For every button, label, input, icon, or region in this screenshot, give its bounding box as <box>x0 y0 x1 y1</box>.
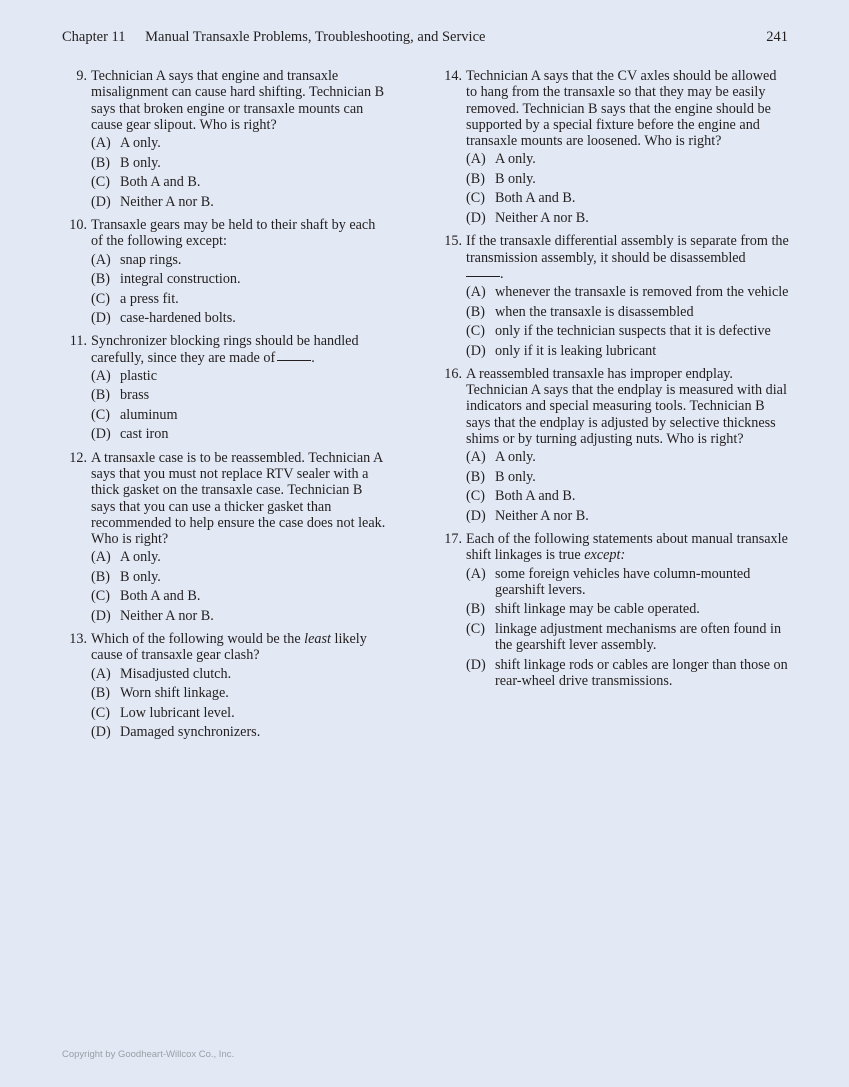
choice-b <box>466 171 789 187</box>
choice-c <box>466 190 789 206</box>
question-number: 9. <box>76 68 87 84</box>
question-14 <box>441 68 789 226</box>
choice-a <box>91 368 388 384</box>
choice-letter: (B) <box>466 601 485 618</box>
choice-letter: (D) <box>91 193 111 210</box>
answer-choices <box>466 151 789 226</box>
question-text-pre: Which of the following would be the <box>91 631 305 648</box>
question-16 <box>441 366 789 524</box>
choice-text: Neither A nor B. <box>120 193 214 210</box>
stem-suffix: . <box>500 265 504 282</box>
question-15 <box>441 233 789 359</box>
choice-text: Both A and B. <box>120 588 201 605</box>
choice-d <box>466 508 789 524</box>
choice-text: plastic <box>120 367 158 384</box>
choice-text: Both A and B. <box>495 190 576 207</box>
choice-b <box>91 155 388 171</box>
question-11 <box>66 333 388 442</box>
left-column <box>66 68 388 748</box>
fill-in-blank <box>466 275 500 277</box>
question-9 <box>66 68 388 210</box>
question-text: Technician A says that the CV axles should be allowed to hang from the transaxle so that they may be easily removed. Technician B says that the engine should be supported by a special fixture before the engine and transaxle mounts are loosened. Who is right? <box>466 68 777 150</box>
question-stem <box>441 233 789 282</box>
choice-text: cast iron <box>120 426 169 443</box>
question-stem <box>66 333 388 366</box>
choice-letter: (A) <box>91 135 111 152</box>
question-number: 16. <box>444 365 462 382</box>
choice-d <box>91 724 388 740</box>
choice-b <box>91 271 388 287</box>
choice-c <box>466 488 789 504</box>
choice-text: A only. <box>120 135 161 152</box>
choice-b <box>466 601 789 617</box>
choice-text: only if the technician suspects that it is defective <box>495 323 771 340</box>
choice-text: when the transaxle is disassembled <box>495 303 694 320</box>
question-text: Transaxle gears may be held to their shaft by each of the following except: <box>91 216 376 250</box>
question-text-emphasis: except: <box>584 547 626 564</box>
choice-b <box>91 685 388 701</box>
question-stem <box>66 217 388 250</box>
question-number: 15. <box>444 233 462 250</box>
question-text: Synchronizer blocking rings should be handled carefully, since they are made of <box>91 333 359 366</box>
fill-in-blank <box>277 359 311 361</box>
choice-d <box>91 310 388 326</box>
answer-choices <box>91 252 388 327</box>
chapter-label: Chapter 11 <box>62 29 126 45</box>
right-column <box>441 68 789 696</box>
copyright-footer: Copyright by Goodheart-Willcox Co., Inc. <box>62 1049 235 1060</box>
choice-text: Low lubricant level. <box>120 704 235 721</box>
choice-letter: (C) <box>91 704 110 721</box>
choice-letter: (B) <box>91 271 110 288</box>
question-stem <box>66 68 388 133</box>
choice-letter: (D) <box>466 507 486 524</box>
choice-d <box>466 657 789 690</box>
answer-choices <box>91 368 388 443</box>
choice-letter: (C) <box>91 406 110 423</box>
answer-choices <box>91 549 388 624</box>
question-text: Technician A says that engine and transaxle misalignment can cause hard shifting. Technician B says that broken engine or transaxle mounts can cause gear slipout. Who is right? <box>91 68 385 133</box>
choice-letter: (C) <box>466 488 485 505</box>
choice-text: A only. <box>120 549 161 566</box>
question-number: 10. <box>69 216 87 233</box>
choice-letter: (D) <box>466 656 486 673</box>
choice-d <box>91 608 388 624</box>
choice-a <box>91 666 388 682</box>
choice-letter: (C) <box>466 190 485 207</box>
question-text: A transaxle case is to be reassembled. Technician A says that you must not replace RTV sealer with a thick gasket on the transaxle case. Technician B says that you can use a thicker gasket than recommended to help ensure the case does not leak. Who is right? <box>91 449 386 548</box>
choice-letter: (C) <box>466 323 485 340</box>
choice-letter: (D) <box>91 724 111 741</box>
question-12 <box>66 450 388 625</box>
choice-letter: (B) <box>91 568 110 585</box>
question-number: 11. <box>69 333 87 350</box>
choice-text: Both A and B. <box>495 488 576 505</box>
choice-letter: (A) <box>91 367 111 384</box>
choice-text: B only. <box>495 170 536 187</box>
answer-choices <box>466 449 789 524</box>
question-text-post: likely cause of transaxle gear clash? <box>91 631 367 664</box>
choice-text: shift linkage rods or cables are longer than those on rear-wheel drive transmissions. <box>495 656 788 690</box>
question-number: 14. <box>444 68 462 84</box>
question-stem <box>66 450 388 548</box>
choice-a <box>466 284 789 300</box>
question-17 <box>441 531 789 689</box>
choice-d <box>466 210 789 226</box>
choice-a <box>91 135 388 151</box>
choice-letter: (A) <box>466 565 486 582</box>
choice-letter: (B) <box>466 468 485 485</box>
question-text-emphasis: least <box>304 631 331 648</box>
choice-c <box>91 705 388 721</box>
stem-suffix: . <box>311 349 315 366</box>
choice-text: Neither A nor B. <box>495 209 589 226</box>
choice-c <box>91 588 388 604</box>
chapter-title: Manual Transaxle Problems, Troubleshooting, and Service <box>145 29 486 45</box>
choice-letter: (A) <box>466 449 486 466</box>
choice-letter: (C) <box>91 174 110 191</box>
choice-c <box>91 291 388 307</box>
choice-a <box>91 549 388 565</box>
question-13 <box>66 631 388 740</box>
answer-choices <box>466 566 789 690</box>
page-number: 241 <box>766 29 788 45</box>
choice-letter: (C) <box>91 290 110 307</box>
choice-text: Both A and B. <box>120 174 201 191</box>
question-stem <box>441 68 789 149</box>
question-stem <box>441 531 789 564</box>
choice-letter: (B) <box>91 685 110 702</box>
question-number: 13. <box>69 631 87 648</box>
question-stem <box>441 366 789 447</box>
question-text: A reassembled transaxle has improper endplay. Technician A says that the endplay is measured with dial indicators and special measuring tools. Technician B says that the endplay is adjusted by selective thickness shims or by turning adjusting nuts. Who is right? <box>466 365 787 448</box>
choice-text: snap rings. <box>120 251 182 268</box>
choice-text: only if it is leaking lubricant <box>495 342 657 359</box>
choice-letter: (D) <box>91 426 111 443</box>
choice-text: Neither A nor B. <box>495 507 589 524</box>
question-10 <box>66 217 388 326</box>
choice-letter: (A) <box>466 284 486 301</box>
choice-text: a press fit. <box>120 290 179 307</box>
choice-letter: (A) <box>91 549 111 566</box>
choice-text: A only. <box>495 449 536 466</box>
choice-text: integral construction. <box>120 271 241 288</box>
choice-text: Worn shift linkage. <box>120 685 229 702</box>
choice-letter: (D) <box>466 209 486 226</box>
choice-text: Neither A nor B. <box>120 607 214 624</box>
question-text-pre: Each of the following statements about manual transaxle shift linkages is true <box>466 531 788 564</box>
choice-c <box>91 407 388 423</box>
choice-letter: (B) <box>91 387 110 404</box>
answer-choices <box>91 666 388 741</box>
choice-a <box>91 252 388 268</box>
choice-d <box>466 343 789 359</box>
choice-text: B only. <box>120 154 161 171</box>
choice-text: Damaged synchronizers. <box>120 724 261 741</box>
choice-a <box>466 566 789 599</box>
question-stem <box>66 631 388 664</box>
choice-letter: (A) <box>91 665 111 682</box>
choice-text: A only. <box>495 151 536 168</box>
chapter-heading <box>62 28 485 46</box>
choice-letter: (B) <box>91 154 110 171</box>
choice-d <box>91 194 388 210</box>
choice-c <box>466 621 789 654</box>
choice-text: case-hardened bolts. <box>120 309 236 326</box>
choice-text: Misadjusted clutch. <box>120 665 232 682</box>
choice-text: some foreign vehicles have column-mounted gearshift levers. <box>495 565 751 598</box>
answer-choices <box>466 284 789 359</box>
choice-a <box>466 151 789 167</box>
choice-b <box>466 304 789 320</box>
question-text: If the transaxle differential assembly is separate from the transmission assembly, it should be disassembled <box>466 233 789 266</box>
question-number: 12. <box>69 449 87 466</box>
choice-b <box>91 387 388 403</box>
choice-letter: (C) <box>466 620 485 637</box>
choice-text: brass <box>120 387 150 404</box>
running-header <box>62 28 788 46</box>
choice-text: B only. <box>120 568 161 585</box>
choice-letter: (A) <box>91 251 111 268</box>
choice-letter: (B) <box>466 303 485 320</box>
choice-letter: (C) <box>91 588 110 605</box>
choice-a <box>466 449 789 465</box>
choice-c <box>91 174 388 190</box>
choice-letter: (B) <box>466 170 485 187</box>
question-number: 17. <box>444 531 462 548</box>
answer-choices <box>91 135 388 210</box>
choice-text: shift linkage may be cable operated. <box>495 601 700 618</box>
choice-letter: (D) <box>91 607 111 624</box>
choice-d <box>91 426 388 442</box>
choice-text: aluminum <box>120 406 178 423</box>
choice-letter: (D) <box>91 309 111 326</box>
choice-b <box>91 569 388 585</box>
choice-letter: (D) <box>466 342 486 359</box>
choice-b <box>466 469 789 485</box>
choice-text: whenever the transaxle is removed from the vehicle <box>495 284 789 301</box>
choice-text: linkage adjustment mechanisms are often found in the gearshift lever assembly. <box>495 620 782 654</box>
choice-c <box>466 323 789 339</box>
choice-letter: (A) <box>466 151 486 168</box>
choice-text: B only. <box>495 468 536 485</box>
